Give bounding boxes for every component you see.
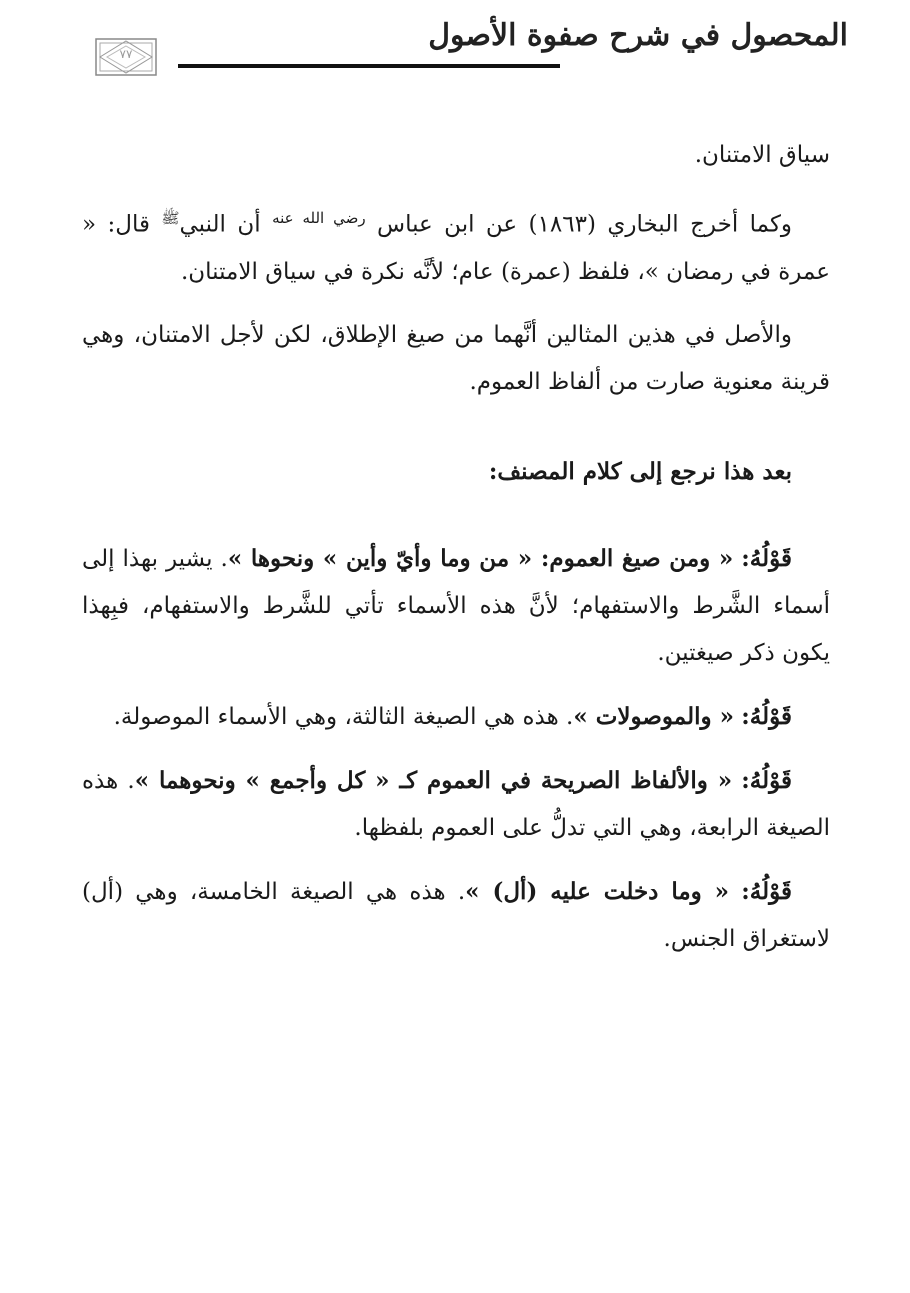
page-header	[0, 0, 910, 100]
paragraph: قَوْلُهُ: « والموصولات ». هذه هي الصيغة الثالثة، وهي الأسماء الموصولة.	[113, 702, 792, 730]
quoted-text: « ومن صيغ العموم: « من وما وأيّ وأين » ونحوها »	[227, 544, 734, 572]
quote-label: قَوْلُهُ:	[741, 766, 793, 794]
paragraph: سياق الامتنان.	[694, 142, 830, 168]
paragraph: قَوْلُهُ: « وما دخلت عليه (أل) ». هذه هي الصيغة الخامسة، وهي (أل) لاستغراق الجنس.	[82, 877, 830, 952]
paragraph: والأصل في هذين المثالين أنَّهما من صيغ الإطلاق، لكن لأجل الامتنان، وهي قرينة معنوية صارت من ألفاظ العموم.	[82, 321, 830, 395]
page-number-frame	[95, 38, 157, 76]
section-heading: بعد هذا نرجع إلى كلام المصنف:	[488, 457, 792, 485]
page-body	[82, 132, 830, 979]
quoted-text: « وما دخلت عليه (أل) »	[465, 877, 730, 905]
quote-label: قَوْلُهُ:	[741, 877, 792, 905]
header-rule	[178, 64, 560, 68]
quoted-text: « والموصولات »	[573, 702, 734, 730]
paragraph: قَوْلُهُ: « ومن صيغ العموم: « من وما وأيّ وأين » ونحوها ». يشير بهذا إلى أسماء الشَّرط والاستفهام؛ لأنَّ هذه الأسماء تأتي للشَّرط والاستفهام، فبِهذا يكون ذكر صيغتين.	[82, 544, 830, 666]
page-number: ٧٧	[119, 47, 133, 61]
quote-label: قَوْلُهُ:	[741, 544, 792, 572]
paragraph: قَوْلُهُ: « والألفاظ الصريحة في العموم كـ « كل وأجمع » ونحوهما ». هذه الصيغة الرابعة، وهي التي تدلُّ على العموم بلفظها.	[82, 766, 830, 841]
quoted-text: « والألفاظ الصريحة في العموم كـ « كل وأجمع » ونحوهما »	[134, 766, 733, 794]
honorific: ﷺ	[161, 209, 180, 227]
book-title: المحصول في شرح صفوة الأصول	[428, 18, 848, 53]
paragraph: وكما أخرج البخاري (١٨٦٣) عن ابن عباس $^{رضي الله عنه}$ أن النبي$^ﷺ$ قال: « عمرة في رمضان »، فلفظ (عمرة) عام؛ لأنَّه نكرة في سياق الامتنان.	[82, 209, 830, 285]
honorific: رضي الله عنه	[272, 209, 366, 227]
quote-label: قَوْلُهُ:	[741, 702, 792, 730]
